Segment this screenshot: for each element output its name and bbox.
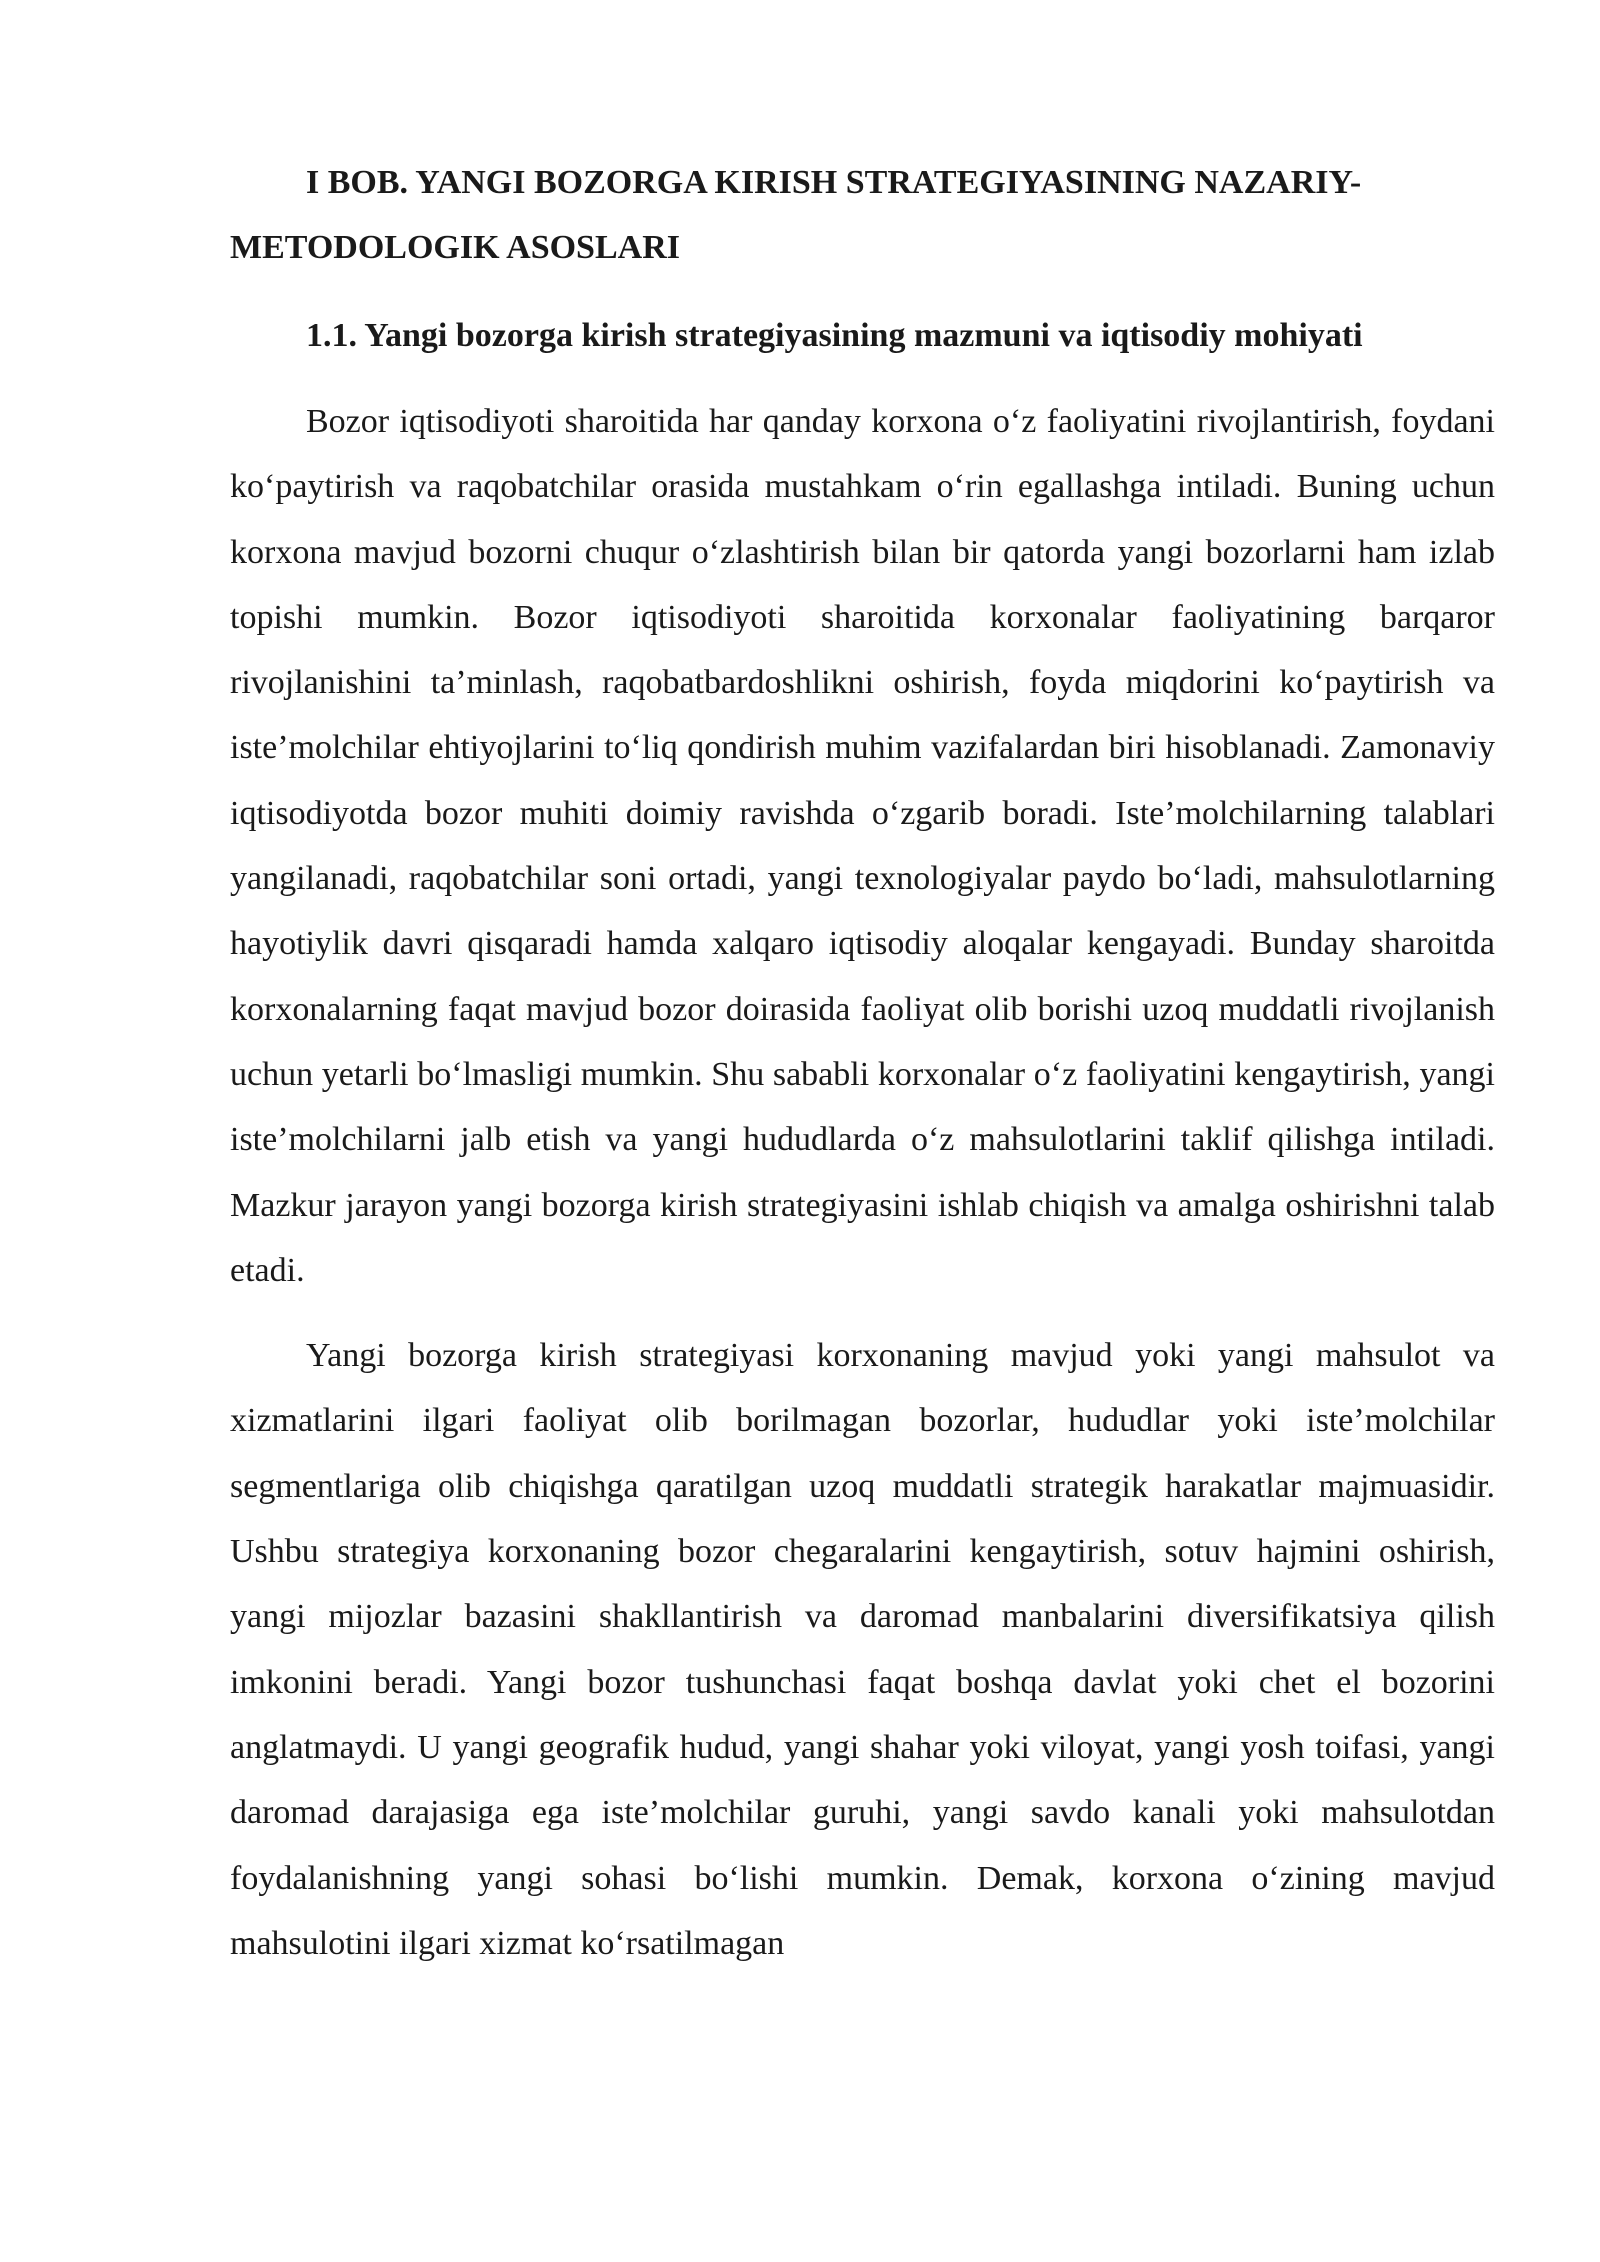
chapter-title: I BOB. YANGI BOZORGA KIRISH STRATEGIYASINING NAZARIY-METODOLOGIK ASOSLARI — [230, 164, 1362, 266]
document-page — [230, 150, 1495, 1976]
body-paragraph-2: Yangi bozorga kirish strategiyasi korxonaning mavjud yoki yangi mahsulot va xizmatlarini ilgari faoliyat olib borilmagan bozorlar, hududlar yoki iste’molchilar segmentlariga olib chiqishga qaratilgan uzoq muddatli strategik harakatlar majmuasidir. Ushbu strategiya korxonaning bozor chegaralarini kengaytirish, sotuv hajmini oshirish, yangi mijozlar bazasini shakllantirish va daromad manbalarini diversifikatsiya qilish imkonini beradi. Yangi bozor tushunchasi faqat boshqa davlat yoki chet el bozorini anglatmaydi. U yangi geografik hudud, yangi shahar yoki viloyat, yangi yosh toifasi, yangi daromad darajasiga ega iste’molchilar guruhi, yangi savdo kanali yoki mahsulotdan foydalanishning yangi sohasi bo‘lishi mumkin. Demak, korxona o‘zining mavjud mahsulotini ilgari xizmat ko‘rsatilmagan — [230, 1337, 1495, 1962]
body-paragraph-1: Bozor iqtisodiyoti sharoitida har qanday korxona o‘z faoliyatini rivojlantirish, foydani ko‘paytirish va raqobatchilar orasida mustahkam o‘rin egallashga intiladi. Buning uchun korxona mavjud bozorni chuqur o‘zlashtirish bilan bir qatorda yangi bozorlarni ham izlab topishi mumkin. Bozor iqtisodiyoti sharoitida korxonalar faoliyatining barqaror rivojlanishini ta’minlash, raqobatbardoshlikni oshirish, foyda miqdorini ko‘paytirish va iste’molchilar ehtiyojlarini to‘liq qondirish muhim vazifalardan biri hisoblanadi. Zamonaviy iqtisodiyotda bozor muhiti doimiy ravishda o‘zgarib boradi. Iste’molchilarning talablari yangilanadi, raqobatchilar soni ortadi, yangi texnologiyalar paydo bo‘ladi, mahsulotlarning hayotiylik davri qisqaradi hamda xalqaro iqtisodiy aloqalar kengayadi. Bunday sharoitda korxonalarning faqat mavjud bozor doirasida faoliyat olib borishi uzoq muddatli rivojlanish uchun yetarli bo‘lmasligi mumkin. Shu sababli korxonalar o‘z faoliyatini kengaytirish, yangi iste’molchilarni jalb etish va yangi hududlarda o‘z mahsulotlarini taklif qilishga intiladi. Mazkur jarayon yangi bozorga kirish strategiyasini ishlab chiqish va amalga oshirishni talab etadi. — [230, 403, 1495, 1289]
section-title: 1.1. Yangi bozorga kirish strategiyasining mazmuni va iqtisodiy mohiyati — [306, 317, 1363, 354]
